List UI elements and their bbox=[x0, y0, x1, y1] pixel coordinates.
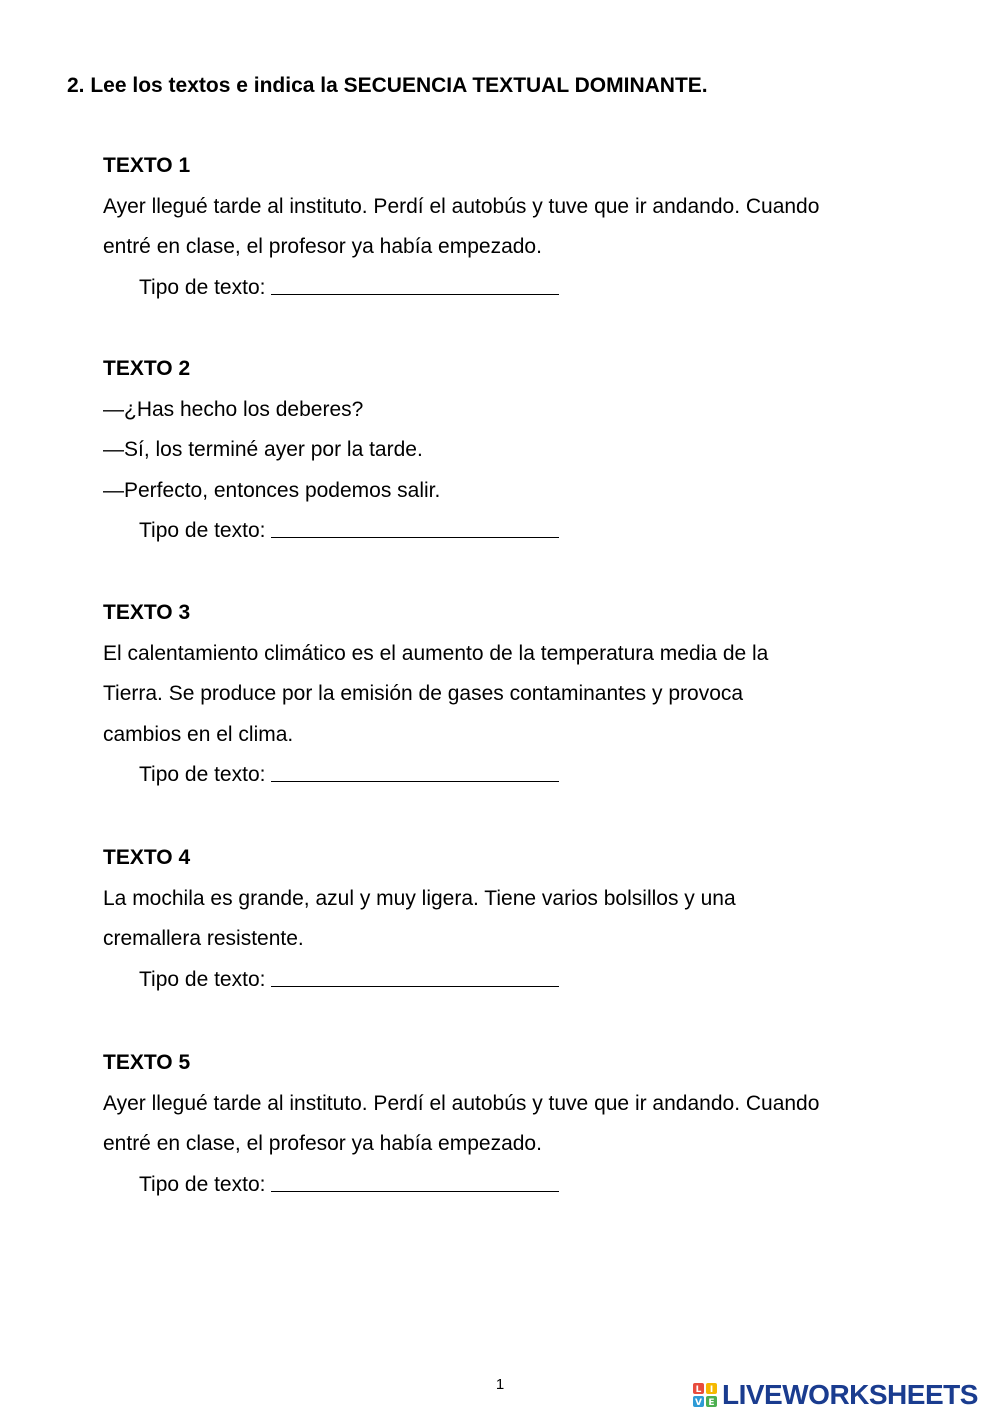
answer-blank[interactable] bbox=[271, 270, 559, 295]
answer-label: Tipo de texto: bbox=[139, 763, 266, 787]
text-line: La mochila es grande, azul y muy ligera. Tiene varios bolsillos y una bbox=[103, 886, 736, 910]
text-line: entré en clase, el profesor ya había empezado. bbox=[103, 1132, 542, 1156]
text-line: —Perfecto, entonces podemos salir. bbox=[103, 478, 441, 502]
brand-name: LIVEWORKSHEETS bbox=[722, 1379, 978, 1410]
liveworksheets-brand bbox=[692, 1380, 978, 1410]
svg-text:E: E bbox=[708, 1398, 715, 1408]
section-title: TEXTO 5 bbox=[103, 1051, 191, 1074]
answer-row bbox=[103, 511, 933, 552]
answer-label: Tipo de texto: bbox=[139, 275, 266, 299]
text-section-2 bbox=[103, 349, 933, 552]
text-line: —Sí, los terminé ayer por la tarde. bbox=[103, 438, 423, 462]
page-number: 1 bbox=[495, 1376, 505, 1393]
answer-row bbox=[103, 960, 933, 1001]
text-line: Ayer llegué tarde al instituto. Perdí el autobús y tuve que ir andando. Cuando bbox=[103, 1091, 820, 1115]
answer-label: Tipo de texto: bbox=[139, 1172, 266, 1196]
answer-blank[interactable] bbox=[271, 513, 559, 538]
answer-blank[interactable] bbox=[271, 1167, 559, 1192]
answer-blank[interactable] bbox=[271, 962, 559, 987]
text-line: entré en clase, el profesor ya había empezado. bbox=[103, 235, 542, 259]
text-line: cremallera resistente. bbox=[103, 927, 304, 951]
answer-label: Tipo de texto: bbox=[139, 967, 266, 991]
text-line: —¿Has hecho los deberes? bbox=[103, 397, 364, 421]
answer-blank[interactable] bbox=[271, 757, 559, 782]
answer-row bbox=[103, 755, 933, 796]
text-line: Tierra. Se produce por la emisión de gases contaminantes y provoca bbox=[103, 682, 744, 706]
svg-text:L: L bbox=[695, 1385, 702, 1395]
section-title: TEXTO 4 bbox=[103, 846, 191, 869]
text-section-4 bbox=[103, 838, 933, 1000]
text-line: Ayer llegué tarde al instituto. Perdí el autobús y tuve que ir andando. Cuando bbox=[103, 194, 820, 218]
answer-row bbox=[103, 268, 933, 309]
text-section-5 bbox=[103, 1043, 933, 1205]
section-title: TEXTO 1 bbox=[103, 154, 191, 177]
text-line: El calentamiento climático es el aumento de la temperatura media de la bbox=[103, 641, 769, 665]
svg-text:V: V bbox=[695, 1398, 702, 1408]
svg-text:I: I bbox=[709, 1385, 714, 1395]
instruction-heading: 2. Lee los textos e indica la SECUENCIA TEXTUAL DOMINANTE. bbox=[67, 74, 708, 97]
answer-row bbox=[103, 1165, 933, 1206]
answer-label: Tipo de texto: bbox=[139, 519, 266, 543]
section-title: TEXTO 2 bbox=[103, 357, 191, 380]
liveworksheets-logo-icon bbox=[692, 1382, 718, 1408]
text-line: cambios en el clima. bbox=[103, 722, 294, 746]
text-section-3 bbox=[103, 593, 933, 796]
section-title: TEXTO 3 bbox=[103, 601, 191, 624]
text-section-1 bbox=[103, 146, 933, 308]
